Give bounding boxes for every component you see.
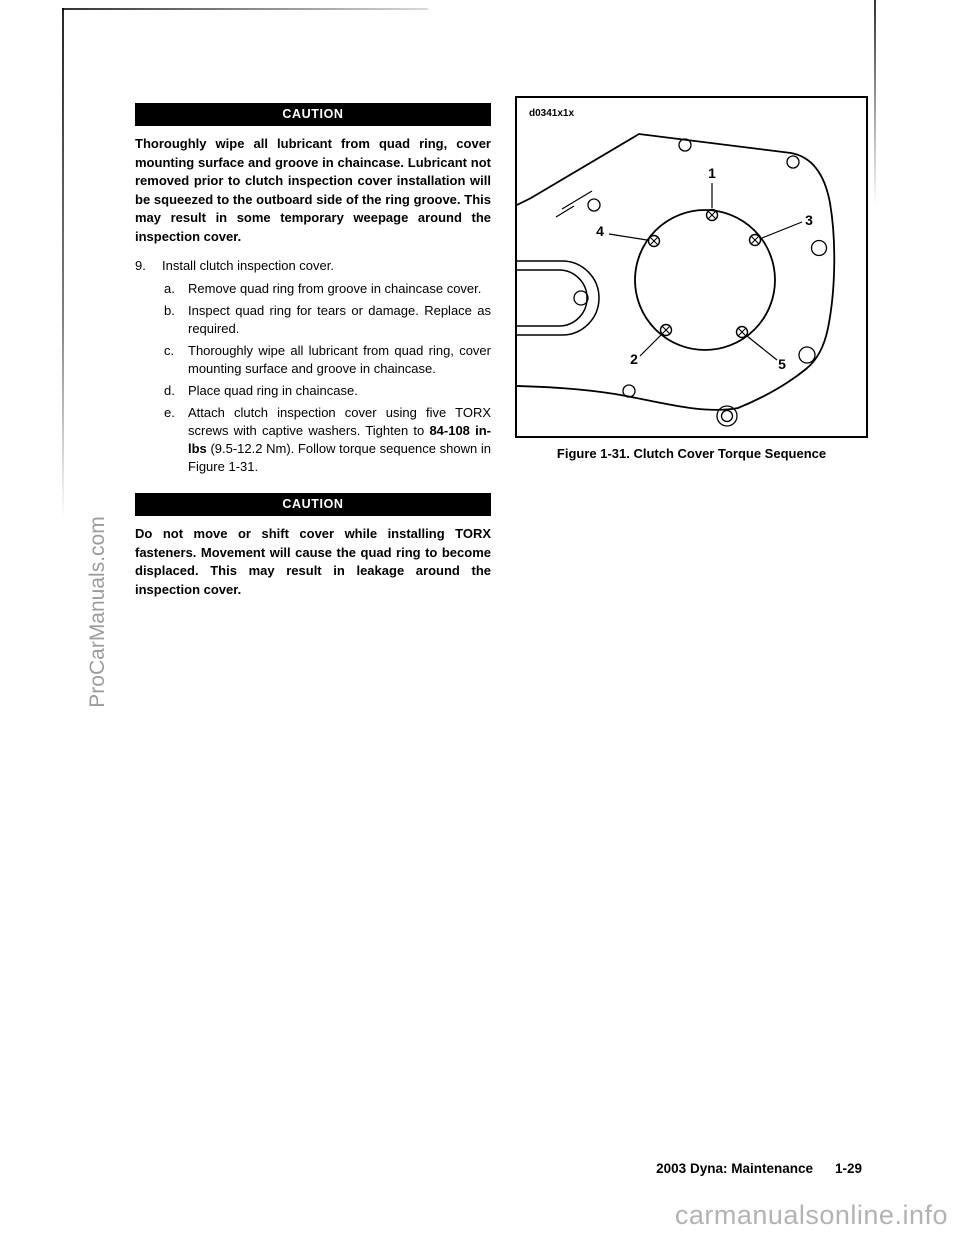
figure-part-code: d0341x1x (529, 108, 575, 119)
gasket-slot (517, 261, 599, 335)
torque-label-4: 4 (596, 223, 604, 239)
substep-b-letter: b. (164, 303, 175, 318)
substep-a-text: Remove quad ring from groove in chaincase cover. (188, 281, 482, 296)
watermark-left: ProCarManuals.com (86, 516, 109, 708)
substep-d-letter: d. (164, 383, 175, 398)
caution-banner-1: CAUTION (135, 103, 491, 126)
torque-label-2: 2 (630, 351, 638, 367)
watermark-bottom: carmanualsonline.info (674, 1200, 948, 1230)
chaincase-cover-outline (517, 134, 834, 410)
substep-c-letter: c. (164, 343, 175, 358)
step-9 (135, 257, 491, 275)
page-footer (656, 1161, 862, 1176)
screw-5-icon (737, 327, 748, 338)
torque-label-3: 3 (805, 212, 813, 228)
figure-box (515, 96, 868, 438)
scan-edge-line-top (62, 8, 428, 10)
caution-banner-2: CAUTION (135, 493, 491, 516)
substep-a-letter: a. (164, 281, 175, 296)
caution-1-body: Thoroughly wipe all lubricant from quad ring, cover mounting surface and groove in chaincase. Lubricant not removed prior to clutch inspection cover installation will be squeezed to the outboard side of the ring groove. This may result in some temporary weepage around the inspection cover. (135, 136, 491, 244)
bolt-holes (588, 139, 827, 426)
substep-b-text: Inspect quad ring for tears or damage. Replace as required. (188, 303, 491, 336)
substep-e (135, 404, 491, 476)
inspection-cover-circle (635, 210, 775, 350)
torque-label-1: 1 (708, 165, 716, 181)
substep-e-text (188, 404, 491, 476)
substep-d (135, 382, 491, 400)
substep-b (135, 302, 491, 338)
substep-d-text: Place quad ring in chaincase. (188, 383, 358, 398)
torque-number-labels (596, 165, 813, 372)
substep-c-text: Thoroughly wipe all lubricant from quad ring, cover mounting surface and groove in chaincase. (188, 343, 491, 376)
substep-e-letter: e. (164, 405, 175, 420)
scan-edge-line-left (62, 8, 64, 520)
left-column (135, 103, 491, 599)
substep-e-text-post: (9.5-12.2 Nm). Follow torque sequence shown in Figure 1-31. (188, 441, 491, 474)
footer-section: 2003 Dyna: Maintenance (656, 1161, 813, 1176)
torque-label-5: 5 (778, 356, 786, 372)
substep-list (135, 280, 491, 476)
screw-2-icon (661, 325, 672, 336)
figure-caption: Figure 1-31. Clutch Cover Torque Sequence (556, 446, 827, 461)
substep-e-text-pre: Attach clutch inspection cover using five TORX screws with captive washers. Tighten to (188, 405, 491, 438)
substep-a (135, 280, 491, 298)
step-9-number: 9. (135, 258, 146, 273)
substep-c (135, 342, 491, 378)
caution-2-body: Do not move or shift cover while installing TORX fasteners. Movement will cause the quad ring to become displaced. This may result in leakage around the inspection cover. (135, 526, 491, 597)
footer-page-number: 1-29 (834, 1161, 862, 1176)
clutch-cover-diagram (517, 98, 866, 436)
substep-e-text-bold: 84-108 in-lbs (188, 423, 491, 456)
screw-3-icon (750, 235, 761, 246)
screw-4-icon (649, 236, 660, 247)
scan-edge-line-right (874, 0, 876, 206)
step-9-text: Install clutch inspection cover. (162, 258, 334, 273)
